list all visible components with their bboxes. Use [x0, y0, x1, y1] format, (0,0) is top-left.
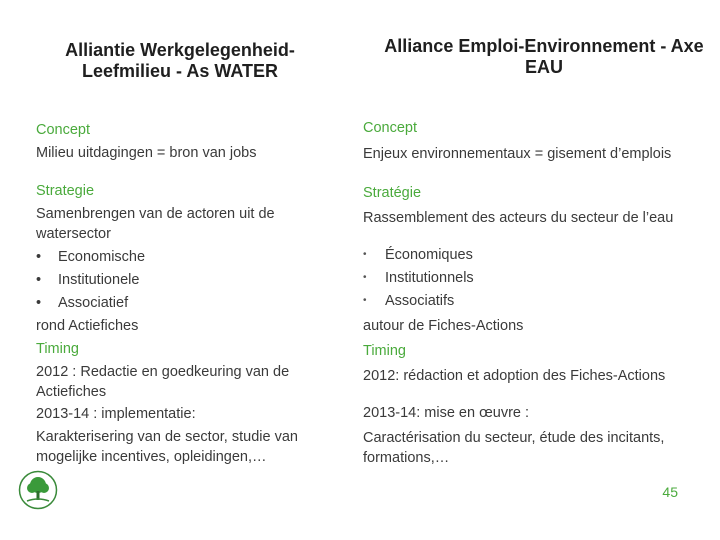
bullet-icon: •: [363, 249, 367, 260]
left-concept-text: Milieu uitdagingen = bron van jobs: [36, 145, 257, 161]
right-concept-label: Concept: [363, 120, 418, 136]
bullet-icon: •: [36, 272, 42, 288]
left-strategy-text: Samenbrengen van de actoren uit de watersector: [36, 206, 275, 242]
left-around: rond Actiefiches: [36, 318, 139, 334]
left-timing-2013: 2013-14 : implementatie:: [36, 406, 196, 422]
page-number: 45: [662, 484, 678, 500]
left-bullet-item: • Associatief: [36, 295, 129, 311]
right-timing-2012: 2012: rédaction et adoption des Fiches-Actions: [363, 368, 666, 384]
right-bullet-item: • Économiques: [363, 247, 473, 263]
left-timing-2012: 2012 : Redactie en goedkeuring van de Actiefiches: [36, 364, 290, 400]
right-around: autour de Fiches-Actions: [363, 318, 524, 334]
left-concept-label: Concept: [36, 122, 91, 138]
right-bullet-item: • Institutionnels: [363, 270, 474, 286]
bullet-icon: •: [36, 249, 42, 265]
right-bullet-item: • Associatifs: [363, 293, 455, 309]
bullet-icon: •: [363, 295, 367, 306]
left-title: Alliantie Werkgelegenheid-Leefmilieu - As WATER: [65, 40, 295, 81]
right-concept-text: Enjeux environnementaux = gisement d’emplois: [363, 146, 672, 162]
right-timing-detail: Caractérisation du secteur, étude des incitants, formations,…: [363, 430, 665, 466]
left-timing-label: Timing: [36, 341, 79, 357]
right-strategy-label: Stratégie: [363, 185, 422, 201]
right-timing-2013: 2013-14: mise en œuvre :: [363, 405, 530, 421]
tree-logo-icon: [18, 470, 58, 510]
left-timing-detail: Karakterisering van de sector, studie van mogelijke incentives, opleidingen,…: [36, 429, 298, 465]
left-strategy-label: Strategie: [36, 183, 95, 199]
right-title: Alliance Emploi-Environnement - Axe EAU: [384, 36, 704, 77]
left-bullet-item: • Institutionele: [36, 272, 140, 288]
right-strategy-text: Rassemblement des acteurs du secteur de l’eau: [363, 210, 674, 226]
bullet-icon: •: [363, 272, 367, 283]
right-timing-label: Timing: [363, 343, 406, 359]
left-bullet-item: • Economische: [36, 249, 146, 265]
bullet-icon: •: [36, 295, 42, 311]
